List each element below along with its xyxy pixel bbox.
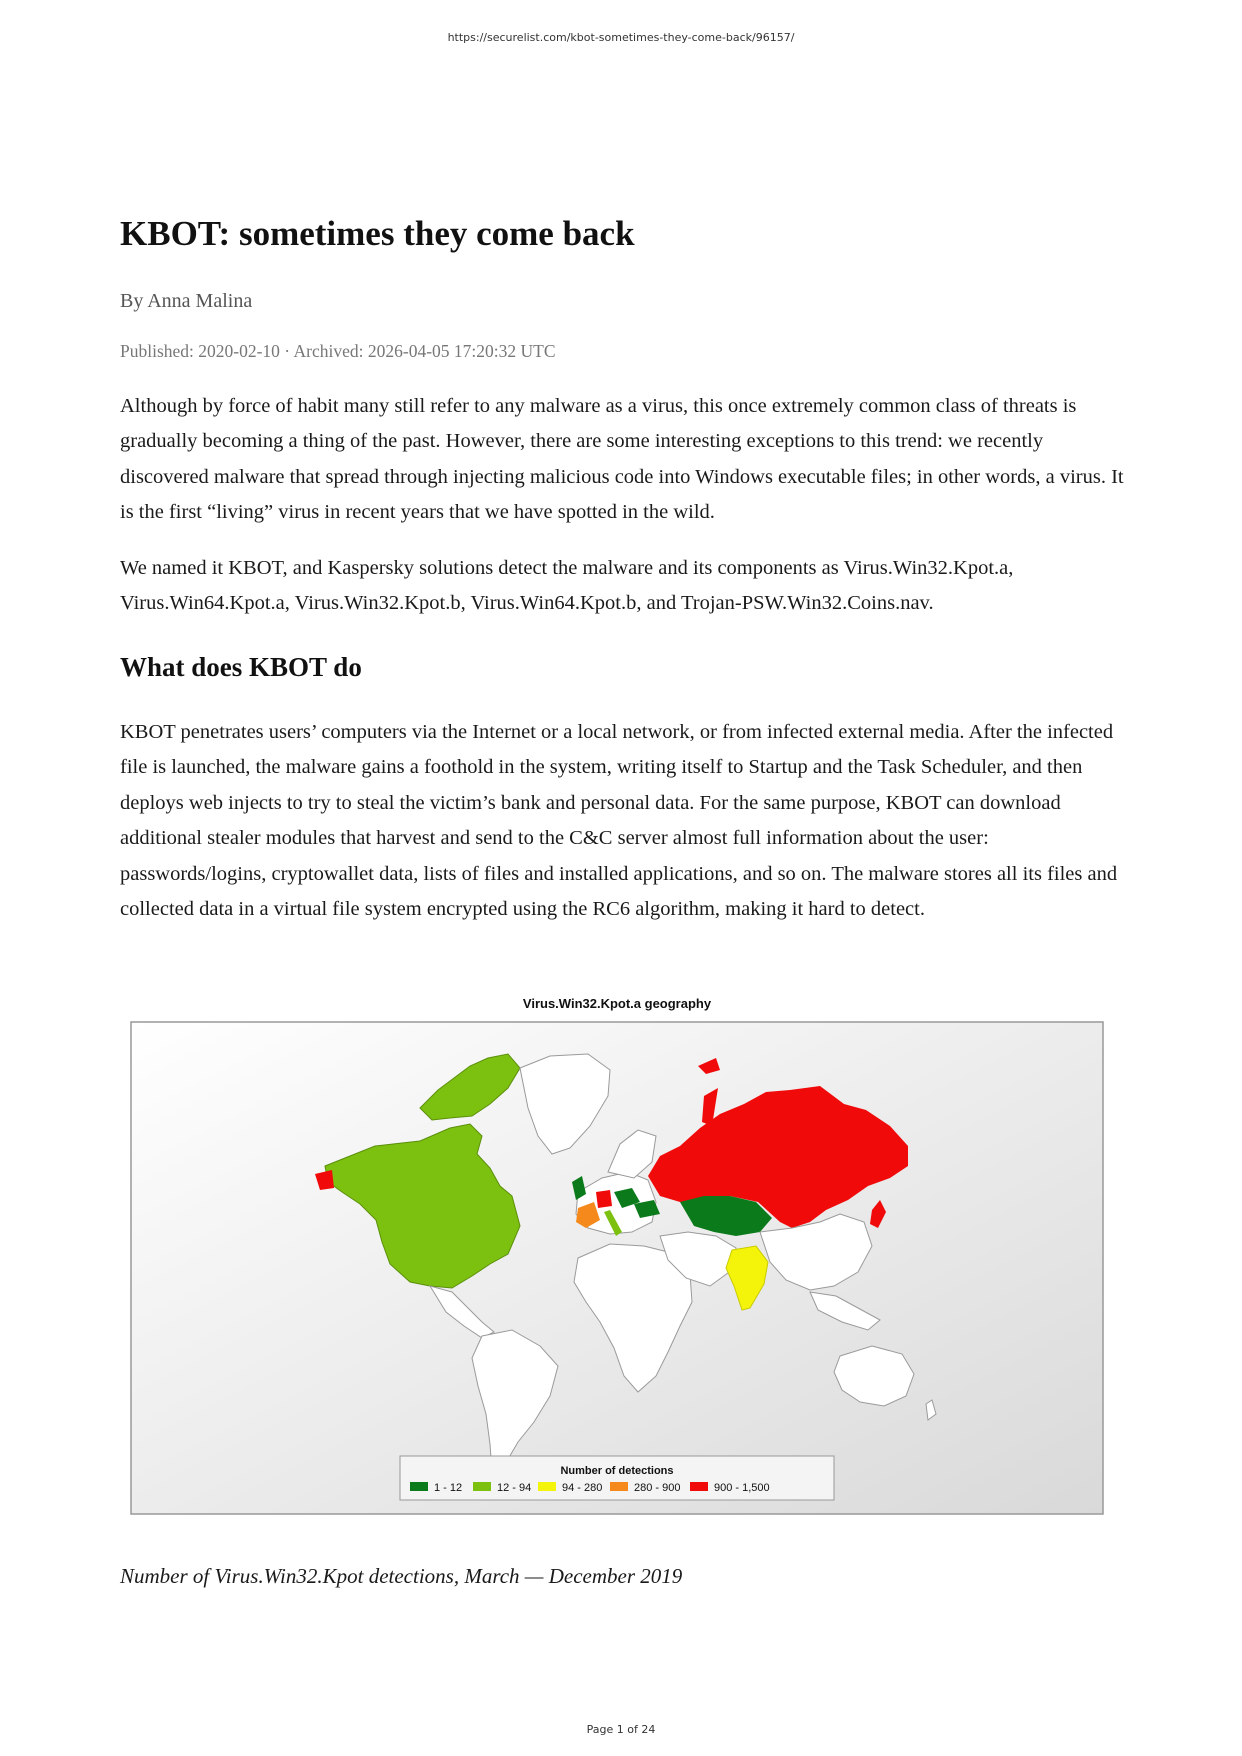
- legend-swatch: [410, 1482, 428, 1491]
- section-heading: What does KBOT do: [120, 652, 362, 682]
- paragraph-kbot-behavior: KBOT penetrates users’ computers via the Internet or a local network, or from infected external media. After the infected file is launched, the malware gains a foothold in the system, writing itself to Startup and the Task Scheduler, and then deploys web injects to try to steal the victim’s bank and personal data. For the same purpose, KBOT can download additional stealer modules that harvest and send to the C&C server almost full information about the user: passwords/logins, cryptowallet data, lists of files and installed applications, and so on. The malware stores all its files and collected data in a virtual file system encrypted using the RC6 algorithm, making it hard to detect.: [120, 721, 1118, 921]
- legend-swatch: [473, 1482, 491, 1491]
- figure-caption: Number of Virus.Win32.Kpot detections, March — December 2019: [120, 1564, 683, 1588]
- legend-label: 900 - 1,500: [714, 1482, 770, 1494]
- legend-label: 94 - 280: [562, 1482, 603, 1494]
- byline: By Anna Malina: [120, 290, 253, 312]
- map-legend: [400, 1456, 834, 1500]
- paragraph-intro: Although by force of habit many still refer to any malware as a virus, this once extremely common class of threats is gradually becoming a thing of the past. However, there are some interesting exceptions to this trend: we recently discovered malware that spread through injecting malicious code into Windows executable files; in other words, a virus. It is the first “living” virus in recent years that we have spotted in the wild.: [120, 395, 1124, 524]
- legend-swatch: [610, 1482, 628, 1491]
- map-title: Virus.Win32.Kpot.a geography: [522, 996, 712, 1011]
- map-svg: [120, 996, 1120, 1526]
- legend-swatch: [690, 1482, 708, 1491]
- legend-swatch: [538, 1482, 556, 1491]
- legend-label: 280 - 900: [634, 1482, 681, 1494]
- region-germany: [596, 1190, 612, 1208]
- geography-map-figure: [120, 996, 1120, 1526]
- page-footer: Page 1 of 24: [586, 1723, 656, 1736]
- legend-label: 12 - 94: [497, 1482, 532, 1494]
- legend-label: 1 - 12: [434, 1482, 463, 1494]
- paragraph-detection-names: We named it KBOT, and Kaspersky solutions detect the malware and its components as Virus.Win32.Kpot.a, Virus.Win64.Kpot.a, Virus.Win32.Kpot.b, Virus.Win64.Kpot.b, and Trojan-PSW.Win32.Coins.nav.: [120, 557, 1014, 615]
- page-url: https://securelist.com/kbot-sometimes-they-come-back/96157/: [447, 31, 795, 44]
- article-title: KBOT: sometimes they come back: [120, 214, 635, 253]
- publish-meta: Published: 2020-02-10 · Archived: 2026-04-05 17:20:32 UTC: [120, 341, 556, 361]
- legend-title: Number of detections: [560, 1465, 674, 1477]
